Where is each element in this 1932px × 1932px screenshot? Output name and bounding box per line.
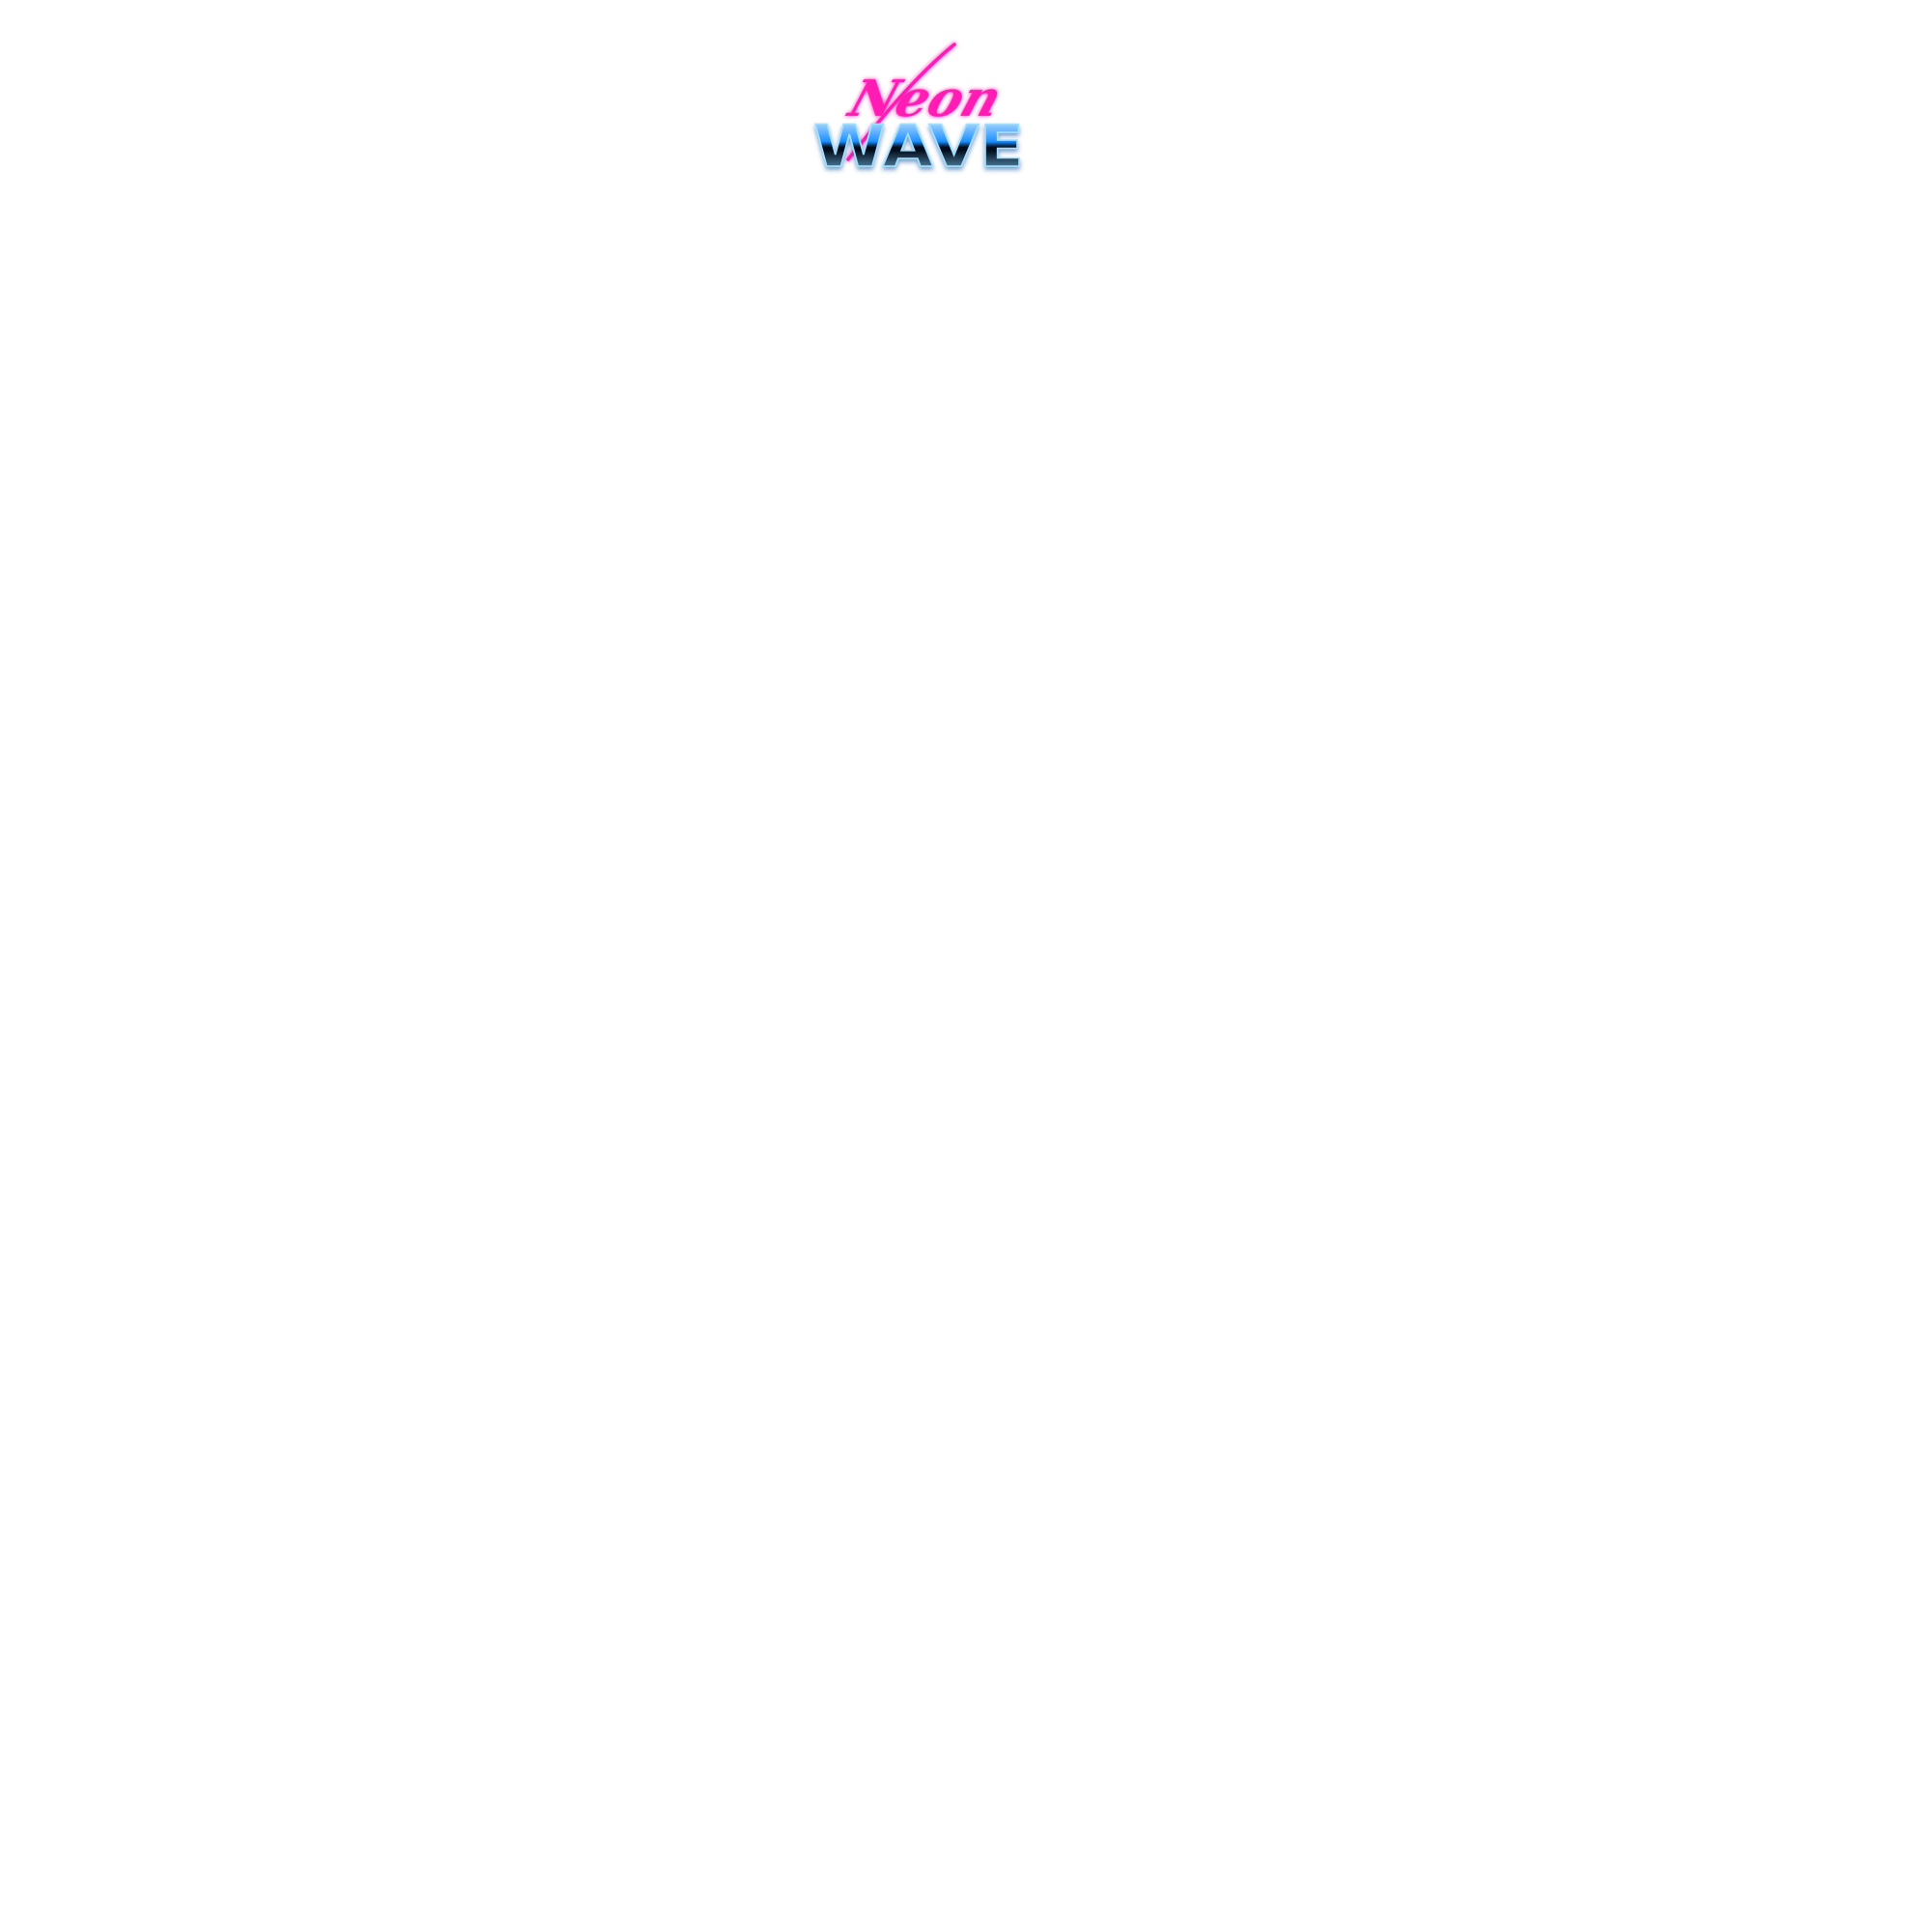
logo-artwork (808, 39, 1030, 222)
logo-script-word: Neon (841, 69, 1009, 128)
logo-block-word-group (813, 113, 1024, 181)
logo-block-word: WAVE (813, 113, 1024, 181)
neon-wave-logo (808, 39, 1030, 222)
